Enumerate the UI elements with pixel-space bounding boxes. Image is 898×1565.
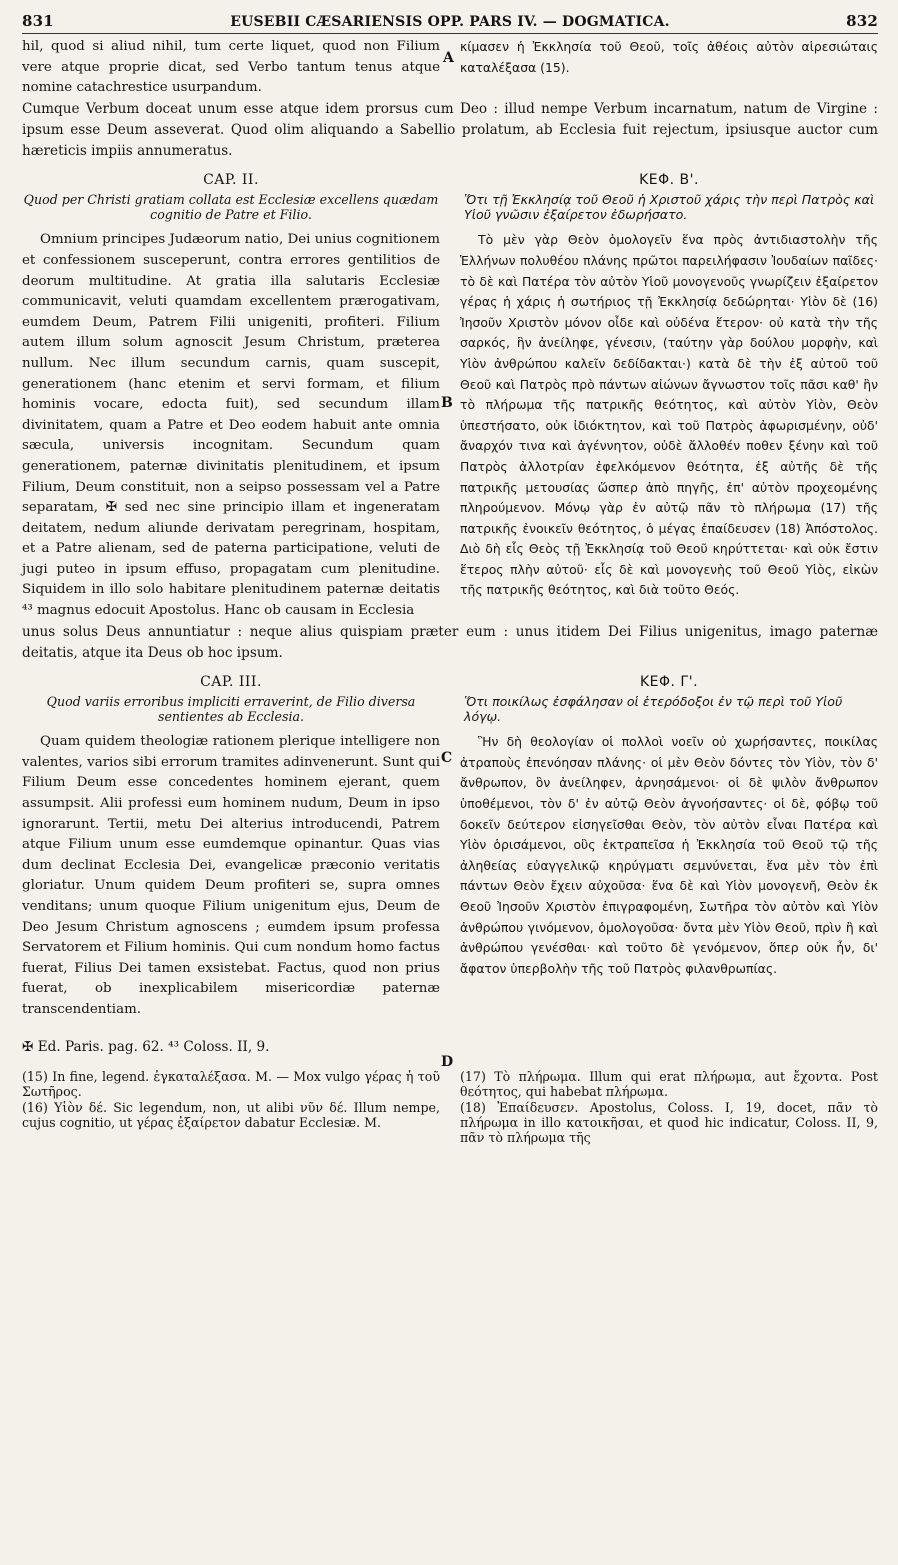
cap2-columns — [22, 162, 878, 622]
footnotes-right-column — [460, 1069, 878, 1146]
cap2-latin-body: Omnium principes Judæorum natio, Dei unius cognitionem et confessionem susceperunt, contra errores gentilitios de deorum multitudine. At gratia illa salutaris Ecclesiæ communicavit, veluti quamdam excellentem prærogativam, eumdem Deum, Patrem Filii unigeniti, profiteri. Filium autem illum solum agnoscit Jesum Christum, præterea nullum. Nec illum secundum carnis, quam suscepit, generationem (hanc etenim et servi formam, et filium hominis vocare, edocta fuit), sed secundum illam divinitatem, quam a Patre et Deo eodem habuit ante omnia sæcula, universis incognitam. Secundum quam generationem, paternæ divinitatis plenitudinem, et ipsum Filium, Deum constituit, non a seipso possessam vel a Patre separatam, ✠ sed nec sine principio illam et ingeneratam deitatem, nedum aliunde derivatam peregrinam, hospitam, et a Patre alienam, sed de paterna participatione, veluti de jugi puteo in ipsum effuso, propagatam cum plenitudine. Siquidem in illo solo habitare plenitudinem paternæ deitatis ⁴³ magnus edocuit Apostolus. Hanc ob causam in Ecclesia — [22, 232, 440, 619]
cap3-latin-subtitle: Quod variis erroribus impliciti erraverint, de Filio diversa sentientes ab Ecclesia. — [46, 694, 416, 725]
cap3-latin-column — [22, 664, 440, 1021]
cap2-greek-subtitle: Ὅτι τῇ Ἐκκλησίᾳ τοῦ Θεοῦ ἡ Χριστοῦ χάρις τὴν περὶ Πατρὸς καὶ Υἱοῦ γνῶσιν ἐξαίρετον ἐδωρήσατο. — [464, 192, 875, 223]
cap2-latin-column — [22, 162, 440, 622]
intro-latin-column — [22, 37, 440, 99]
running-header — [22, 12, 878, 34]
cap3-columns — [22, 664, 878, 1021]
cap2-latin-subtitle: Quod per Christi gratiam collata est Ecclesiæ excellens quædam cognitio de Patre et Filio. — [23, 192, 439, 223]
footnotes — [22, 1069, 878, 1146]
footnote-17: (17) Τὸ πλήρωμα. Illum qui erat πλήρωμα, aut ἔχοντα. Post θεότητος, qui habebat πλήρωμα. — [460, 1068, 878, 1099]
footnote-18: (18) Ἐπαίδευσεν. Apostolus, Coloss. I, 19, docet, πᾶν τὸ πλήρωμα in illo κατοικῆσαι, et quod hic indicatur, Coloss. II, 9, πᾶν τὸ πλήρωμα τῆς — [460, 1099, 878, 1145]
running-title: EUSEBII CÆSARIENSIS OPP. PARS IV. — DOGMATICA. — [230, 14, 670, 30]
cap3-greek-column — [460, 664, 878, 1021]
cap3-greek-subtitle: Ὅτι ποικίλως ἐσφάλησαν οἱ ἑτερόδοξοι ἐν τῷ περὶ τοῦ Υἱοῦ λόγῳ. — [464, 694, 843, 725]
cap2-greek-column — [460, 162, 878, 622]
footnotes-left-column — [22, 1069, 440, 1146]
left-page-number: 831 — [22, 12, 54, 30]
cap2-greek-heading: ΚΕΦ. Β'. — [639, 171, 699, 188]
intro-greek-column — [460, 37, 878, 99]
cap3-greek-heading: ΚΕΦ. Γ'. — [639, 673, 699, 690]
margin-marker-b: B — [441, 395, 453, 411]
edition-note: ✠ Ed. Paris. pag. 62. ⁴³ Coloss. II, 9. — [22, 1038, 270, 1055]
footnote-16: (16) Υἱὸν δέ. Sic legendum, non, ut alibi νῦν δέ. Illum nempe, cujus cognitio, ut γέρας ἐξαίρετον dabatur Ecclesiæ. M. — [22, 1099, 440, 1130]
cap3-latin-body: Quam quidem theologiæ rationem plerique intelligere non valentes, varios sibi errorum tramites adinvenerunt. Sunt qui Filium Deum esse concedentes hominem ejerant, quem assumpsit. Alii professi eum hominem nudum, Deum in ipso ignorarunt. Tertii, metu Dei alterius introducendi, Patrem atque Filium unum esse eumdemque opinantur. Quas vias dum declinat Ecclesia Dei, evangelicæ præconio veritatis gloriatur. Unum quidem Deum profiteri se, supra omnes venditans; unum quoque Filium unigenitum ejus, Deum de Deo Jesum Christum agnoscens ; eumdem ipsum professa Servatorem et Filium hominis. Qui cum nondum homo factus fuerat, Filius Dei tamen exsistebat. Factus, quod non prius fuerat, ob inexplicabilem misericordiæ paternæ transcendentiam. — [22, 734, 440, 1017]
intro-greek-text: κίμασεν ἡ Ἐκκλησία τοῦ Θεοῦ, τοῖς ἀθέοις αὐτὸν αἱρεσιώταις καταλέξασα (15). — [460, 39, 878, 75]
cap2-latin-heading: CAP. II. — [203, 171, 259, 188]
cap3-latin-heading: CAP. III. — [200, 673, 262, 690]
bridge-paragraph: unus solus Deus annuntiatur : neque alius quispiam præter eum : unus itidem Dei Filius unigenitus, imago paternæ deitatis, atque ita Deus ob hoc ipsum. — [22, 623, 878, 661]
intro-columns — [22, 37, 878, 99]
margin-marker-a: A — [443, 50, 454, 66]
cap3-greek-body: Ἣν δὴ θεολογίαν οἱ πολλοὶ νοεῖν οὐ χωρήσαντες, ποικίλας ἀτραποὺς ἐπενόησαν πλάνης· οἱ μὲν Θεὸν δόντες τὸν Υἱὸν, τὸν δ' ἄνθρωπον, ὃν ἀνείληφεν, ἀρνησάμενοι· οἱ δὲ ψιλὸν ἄνθρωπον ὑποθέμενοι, τὸν δ' ἐν αὐτῷ Θεὸν ἀγνοήσαντες· οἱ δὲ, φόβῳ τοῦ δοκεῖν δεύτερον εἰσηγεῖσθαι Θεὸν, τὸν αὐτὸν εἶναι Πατέρα καὶ Υἱὸν ὁρισάμενοι, οὓς ἐκτραπεῖσα ἡ Ἐκκλησία τοῦ Θεοῦ τῷ τῆς ἀληθείας εὐαγγελικῷ κηρύγματι σεμνύνεται, ἕνα μὲν τὸν ἐπὶ πάντων Θεὸν ἔχειν αὐχοῦσα· ἕνα δὲ καὶ Υἱὸν μονογενῆ, Θεὸν ἐκ Θεοῦ Ἰησοῦν Χριστὸν ἐπιγραφομένη, Σωτῆρα τὸν αὐτὸν καὶ Υἱὸν ἀνθρώπου γινόμενον, ὁμολογοῦσα· ὄντα μὲν Υἱὸν Θεοῦ, πρὶν ἢ καὶ ἀνθρώπου γενέσθαι· καὶ τοῦτο δὲ γενόμενον, ὅπερ οὐκ ἦν, δι' ἄφατον ὑπερβολὴν τῆς τοῦ Πατρὸς φιλανθρωπίας. — [460, 734, 878, 976]
right-page-number: 832 — [846, 12, 878, 30]
footnote-15: (15) In fine, legend. ἐγκαταλέξασα. M. — Mox vulgo γέρας ἡ τοῦ Σωτῆρος. — [22, 1068, 440, 1099]
cap2-greek-body: Τὸ μὲν γὰρ Θεὸν ὁμολογεῖν ἕνα πρὸς ἀντιδιαστολὴν τῆς Ἑλλήνων πολυθέου πλάνης πρῶτοι παρειλήφασιν Ἰουδαίων παῖδες· τὸ δὲ καὶ Πατέρα τὸν αὐτὸν Υἱοῦ μονογενοῦς γνωρίζειν ἐξαίρετον γέρας ἡ χάρις ἡ σωτήριος τῇ Ἐκκλησίᾳ δεδώρηται· Υἱὸν δὲ (16) Ἰησοῦν Χριστὸν μόνον οἶδε καὶ οὐδένα ἕτερον· οὐ κατὰ τὴν τῆς σαρκός, ἣν ἀνείληφε, γένεσιν, (ταύτην γὰρ δούλου μορφὴν, καὶ Υἱὸν ἀνθρώπου καλεῖν δεδίδακται·) κατὰ δὲ τὴν ἐξ αὐτοῦ τοῦ Θεοῦ καὶ Πατρὸς πρὸ πάντων αἰώνων ἄγνωστον τοῖς πᾶσι καθ' ἣν τὸ πλήρωμα τῆς πατρικῆς θεότητος, καὶ αὐτὸν Υἱὸν, Θεὸν ὑπεστήσατο, οὐκ ἰδιόκτητον, καὶ τοῦ Πατρὸς ἀφωρισμένην, οὐδ' ἄναρχόν τινα καὶ ἀγέννητον, οὐδὲ ἄλλοθέν ποθεν ξένην καὶ τοῦ Πατρὸς ἀλλοτρίαν ἐφελκόμενον θεότητα, ἐξ αὐτῆς δὲ τῆς πατρικῆς μετουσίας ὥσπερ ἀπὸ πηγῆς, ἐπ' αὐτὸν προχεομένης πληρούμενον. Μόνῳ γὰρ ἐν αὐτῷ πᾶν τὸ πλήρωμα (17) τῆς πατρικῆς ἐνοικεῖν θεότητος, ὁ μέγας ἐπαίδευσεν (18) Ἀπόστολος. Διὸ δὴ εἷς Θεὸς τῇ Ἐκκλησίᾳ τοῦ Θεοῦ κηρύττεται· καὶ οὐκ ἔστιν ἕτερος πλὴν αὐτοῦ· εἷς δὲ καὶ μονογενὴς τοῦ Θεοῦ Υἱὸς, εἰκὼν τῆς πατρικῆς θεότητος, καὶ διὰ τοῦτο Θεός. — [460, 232, 878, 598]
margin-marker-c: C — [441, 750, 453, 766]
intro-latin-text: hil, quod si aliud nihil, tum certe liquet, quod non Filium vere atque proprie dicat, sed Verbo tantum tenus atque nomine catachrestice usurpandum. — [22, 39, 440, 96]
continuation-paragraph: Cumque Verbum doceat unum esse atque idem prorsus cum Deo : illud nempe Verbum incarnatum, natum de Virgine : ipsum esse Deum asseverat. Quod olim aliquando a Sabellio prolatum, ab Ecclesia fuit rejectum, ipsiusque auctor cum hæreticis impiis annumeratus. — [22, 100, 878, 159]
margin-marker-d: D — [441, 1054, 454, 1070]
